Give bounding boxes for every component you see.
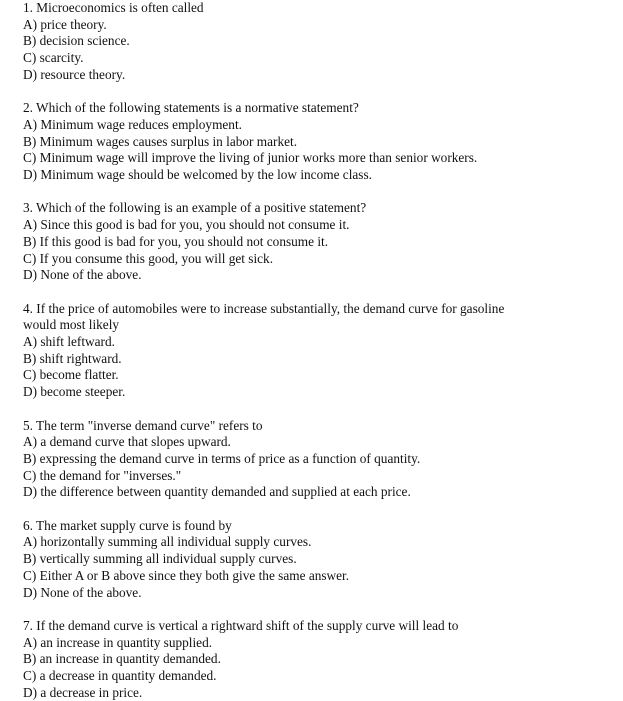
question-3-option-c: C) If you consume this good, you will get sick. xyxy=(23,250,274,266)
question-7-stem: 7. If the demand curve is vertical a rightward shift of the supply curve will lead to xyxy=(23,617,459,633)
question-6-stem: 6. The market supply curve is found by xyxy=(23,517,232,533)
question-spacer xyxy=(23,284,613,301)
question-3-option-a: A) Since this good is bad for you, you should not consume it. xyxy=(23,217,350,233)
question-4-stem-line-1: 4. If the price of automobiles were to increase substantially, the demand curve for gasoline xyxy=(23,300,505,316)
question-4-stem-line-2: would most likely xyxy=(23,317,120,333)
question-7-option-b: B) an increase in quantity demanded. xyxy=(23,651,221,667)
question-6-option-c: C) Either A or B above since they both give the same answer. xyxy=(23,567,350,583)
question-4-option-b: B) shift rightward. xyxy=(23,350,122,366)
question-6 xyxy=(23,518,613,602)
question-4-option-d: D) become steeper. xyxy=(23,384,126,400)
question-5-stem: 5. The term "inverse demand curve" refers to xyxy=(23,417,263,433)
question-7 xyxy=(23,618,613,701)
question-5-option-a: A) a demand curve that slopes upward. xyxy=(23,434,231,450)
question-5-option-d: D) the difference between quantity demanded and supplied at each price. xyxy=(23,484,411,500)
question-2-option-d: D) Minimum wage should be welcomed by the low income class. xyxy=(23,167,372,183)
question-3-option-b: B) If this good is bad for you, you should not consume it. xyxy=(23,233,329,249)
question-1-option-a: A) price theory. xyxy=(23,16,107,32)
question-7-option-c: C) a decrease in quantity demanded. xyxy=(23,668,217,684)
question-5 xyxy=(23,418,613,502)
question-1 xyxy=(23,0,613,84)
question-2-stem: 2. Which of the following statements is a normative statement? xyxy=(23,100,359,116)
question-3 xyxy=(23,200,613,284)
question-1-option-b: B) decision science. xyxy=(23,33,130,49)
question-1-option-d: D) resource theory. xyxy=(23,66,126,82)
question-6-option-a: A) horizontally summing all individual supply curves. xyxy=(23,534,312,550)
question-5-option-c: C) the demand for "inverses." xyxy=(23,467,182,483)
question-5-option-b: B) expressing the demand curve in terms of price as a function of quantity. xyxy=(23,450,421,466)
question-2-option-b: B) Minimum wages causes surplus in labor market. xyxy=(23,133,298,149)
question-4 xyxy=(23,301,613,401)
question-4-option-a: A) shift leftward. xyxy=(23,334,115,350)
question-spacer xyxy=(23,84,613,101)
question-6-option-b: B) vertically summing all individual supply curves. xyxy=(23,551,297,567)
question-spacer xyxy=(23,501,613,518)
question-6-option-d: D) None of the above. xyxy=(23,584,142,600)
question-document xyxy=(23,0,613,701)
question-spacer xyxy=(23,401,613,418)
question-4-option-c: C) become flatter. xyxy=(23,367,119,383)
question-3-stem: 3. Which of the following is an example of a positive statement? xyxy=(23,200,367,216)
question-3-option-d: D) None of the above. xyxy=(23,267,142,283)
question-1-option-c: C) scarcity. xyxy=(23,50,84,66)
question-7-option-d: D) a decrease in price. xyxy=(23,684,143,700)
question-2-option-c: C) Minimum wage will improve the living of junior works more than senior workers. xyxy=(23,150,478,166)
question-1-stem: 1. Microeconomics is often called xyxy=(23,0,204,15)
question-2 xyxy=(23,100,613,184)
question-spacer xyxy=(23,601,613,618)
question-2-option-a: A) Minimum wage reduces employment. xyxy=(23,116,242,132)
question-7-option-a: A) an increase in quantity supplied. xyxy=(23,634,213,650)
question-spacer xyxy=(23,184,613,201)
